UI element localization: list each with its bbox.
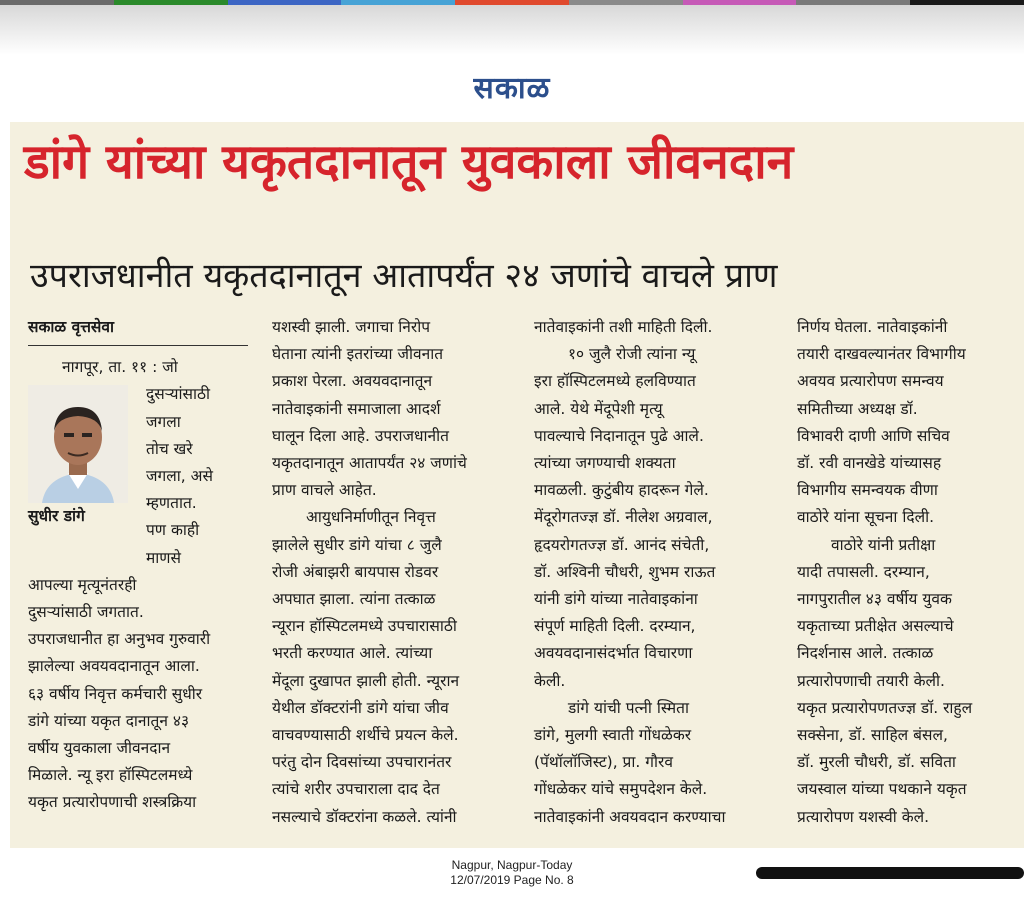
text-line: झालेल्या अवयवदानातून आला. bbox=[28, 657, 200, 676]
text-line: डांगे, मुलगी स्वाती गोंधळेकर bbox=[534, 726, 692, 745]
text-line: हृदयरोगतज्ज्ञ डॉ. आनंद संचेती, bbox=[534, 535, 710, 554]
text-line: वर्षीय युवकाला जीवनदान bbox=[28, 739, 171, 758]
text-line: भरती करण्यात आले. त्यांच्या bbox=[272, 644, 433, 663]
text-line: यकृत प्रत्यारोपणाची शस्त्रक्रिया bbox=[28, 793, 197, 812]
text-line: नसल्याचे डॉक्टरांना कळले. त्यांनी bbox=[272, 807, 457, 826]
text-line: निर्णय घेतला. नातेवाइकांनी bbox=[797, 318, 948, 336]
text-line: घालून दिला आहे. उपराजधानीत bbox=[272, 426, 449, 445]
text-line: येथील डॉक्टरांनी डांगे यांचा जीव bbox=[272, 698, 449, 717]
text-line: डॉ. रवी वानखेडे यांच्यासह bbox=[797, 454, 942, 473]
text-line: नातेवाइकांनी अवयवदान करण्याचा bbox=[534, 807, 726, 826]
text-line: पावल्याचे निदानातून पुढे आले. bbox=[534, 426, 704, 445]
text-line: सक्सेना, डॉ. साहिल बंसल, bbox=[797, 726, 948, 745]
text-line: दुसऱ्यांसाठी जगतात. bbox=[28, 603, 144, 622]
text-line: झालेले सुधीर डांगे यांचा ८ जुलै bbox=[272, 535, 442, 554]
text-line: डांगे यांच्या यकृत दानातून ४३ bbox=[28, 711, 190, 730]
text-line: आपल्या मृत्यूनंतरही bbox=[28, 575, 137, 594]
text-line: अवयव प्रत्यारोपण समन्वय bbox=[797, 372, 944, 391]
text-line: निदर्शनास आले. तत्काळ bbox=[797, 644, 934, 663]
text-line: रोजी अंबाझरी बायपास रोडवर bbox=[272, 562, 439, 581]
footer-date-page: 12/07/2019 Page No. 8 bbox=[450, 873, 574, 887]
text-line: गोंधळेकर यांचे समुपदेशन केले. bbox=[534, 780, 708, 799]
text-line: माणसे bbox=[146, 548, 181, 567]
text-line: अपघात झाला. त्यांना तत्काळ bbox=[272, 590, 436, 609]
text-line: नातेवाइकांनी तशी माहिती दिली. bbox=[534, 318, 713, 336]
text-line: तयारी दाखवल्यानंतर विभागीय bbox=[797, 345, 966, 364]
text-line: १० जुलै रोजी त्यांना न्यू bbox=[568, 345, 696, 364]
text-line: मिळाले. न्यू इरा हॉस्पिटलमध्ये bbox=[28, 766, 193, 785]
column-1-text bbox=[28, 572, 253, 817]
text-line: दुसऱ्यांसाठी bbox=[146, 385, 211, 404]
text-line: केली. bbox=[534, 671, 566, 690]
text-line: यशस्वी झाली. जगाचा निरोप bbox=[272, 318, 431, 336]
text-line: उपराजधानीत हा अनुभव गुरुवारी bbox=[28, 630, 211, 649]
text-line: तोच खरे bbox=[146, 439, 193, 458]
horizontal-scrollbar[interactable] bbox=[756, 867, 1024, 879]
text-line: प्रकाश पेरला. अवयवदानातून bbox=[272, 372, 433, 391]
text-line: डांगे यांची पत्नी स्मिता bbox=[568, 698, 690, 717]
text-line: जगला bbox=[146, 412, 181, 431]
headline: डांगे यांच्या यकृतदानातून युवकाला जीवनदान bbox=[24, 134, 794, 190]
text-beside-photo bbox=[138, 381, 253, 571]
subheadline: उपराजधानीत यकृतदानातून आतापर्यंत २४ जणांचे वाचले प्राण bbox=[30, 256, 778, 296]
text-line: वाठोरे यांनी प्रतीक्षा bbox=[831, 535, 936, 554]
text-line: वाचवण्यासाठी शर्थीचे प्रयत्न केले. bbox=[272, 726, 459, 745]
text-line: आले. येथे मेंदूपेशी मृत्यू bbox=[534, 399, 663, 418]
dateline: नागपूर, ता. ११ : जो bbox=[62, 358, 178, 377]
text-line: जगला, असे bbox=[146, 467, 213, 486]
text-line: (पॅथॉलॉजिस्ट), प्रा. गौरव bbox=[534, 753, 673, 772]
text-line: प्रत्यारोपण यशस्वी केले. bbox=[797, 807, 930, 826]
text-line: यकृत प्रत्यारोपणतज्ज्ञ डॉ. राहुल bbox=[797, 698, 973, 717]
text-line: विभावरी दाणी आणि सचिव bbox=[797, 426, 950, 445]
text-line: जयस्वाल यांच्या पथकाने यकृत bbox=[797, 780, 967, 799]
byline: सकाळ वृत्तसेवा bbox=[28, 318, 115, 336]
text-line: आयुधनिर्माणीतून निवृत्त bbox=[306, 508, 436, 527]
text-line: त्यांच्या जगण्याची शक्यता bbox=[534, 454, 676, 473]
text-line: ६३ वर्षीय निवृत्त कर्मचारी सुधीर bbox=[28, 684, 203, 703]
text-line: नागपुरातील ४३ वर्षीय युवक bbox=[797, 590, 952, 609]
text-line: त्यांचे शरीर उपचाराला दाद देत bbox=[272, 780, 440, 799]
text-line: इरा हॉस्पिटलमध्ये हलविण्यात bbox=[534, 372, 696, 391]
text-line: वाठोरे यांना सूचना दिली. bbox=[797, 508, 935, 527]
person-portrait-icon bbox=[28, 385, 128, 503]
text-line: न्यूरान हॉस्पिटलमध्ये उपचारासाठी bbox=[272, 617, 457, 636]
text-line: प्राण वाचले आहेत. bbox=[272, 481, 377, 500]
photo-box bbox=[28, 381, 138, 571]
photo-row bbox=[28, 381, 253, 571]
text-line: यांनी डांगे यांच्या नातेवाइकांना bbox=[534, 590, 698, 609]
article-column-3 bbox=[534, 314, 784, 831]
text-line: परंतु दोन दिवसांच्या उपचारानंतर bbox=[272, 753, 452, 772]
text-line: संपूर्ण माहिती दिली. दरम्यान, bbox=[534, 617, 696, 636]
newspaper-logo: सकाळ bbox=[473, 71, 551, 106]
text-line: समितीच्या अध्यक्ष डॉ. bbox=[797, 399, 918, 418]
article-column-4 bbox=[797, 314, 1017, 831]
text-line: प्रत्यारोपणाची तयारी केली. bbox=[797, 671, 945, 690]
text-line: यकृतदानातून आतापर्यंत २४ जणांचे bbox=[272, 454, 467, 473]
byline-rule bbox=[28, 345, 248, 346]
text-line: यादी तपासली. दरम्यान, bbox=[797, 562, 930, 581]
footer-edition: Nagpur, Nagpur-Today bbox=[451, 858, 573, 872]
text-line: नातेवाइकांनी समाजाला आदर्श bbox=[272, 399, 441, 418]
text-line: यकृताच्या प्रतीक्षेत असल्याचे bbox=[797, 617, 954, 636]
portrait-photo bbox=[28, 385, 128, 503]
top-shade bbox=[0, 5, 1024, 55]
text-line: विभागीय समन्वयक वीणा bbox=[797, 481, 938, 500]
text-line: म्हणतात. bbox=[146, 494, 197, 513]
text-line: पण काही bbox=[146, 521, 200, 540]
news-clipping bbox=[10, 122, 1024, 848]
text-line: मेंदूरोगतज्ज्ञ डॉ. नीलेश अग्रवाल, bbox=[534, 508, 713, 527]
text-line: डॉ. मुरली चौधरी, डॉ. सविता bbox=[797, 753, 956, 772]
text-line: अवयवदानासंदर्भात विचारणा bbox=[534, 644, 693, 663]
text-line: घेताना त्यांनी इतरांच्या जीवनात bbox=[272, 345, 444, 364]
photo-caption: सुधीर डांगे bbox=[28, 507, 85, 526]
article-column-2 bbox=[272, 314, 512, 831]
text-line: मावळली. कुटुंबीय हादरून गेले. bbox=[534, 481, 709, 500]
article-column-1 bbox=[28, 314, 253, 817]
text-line: मेंदूला दुखापत झाली होती. न्यूरान bbox=[272, 671, 460, 690]
text-line: डॉ. अश्विनी चौधरी, शुभम राऊत bbox=[534, 562, 716, 581]
